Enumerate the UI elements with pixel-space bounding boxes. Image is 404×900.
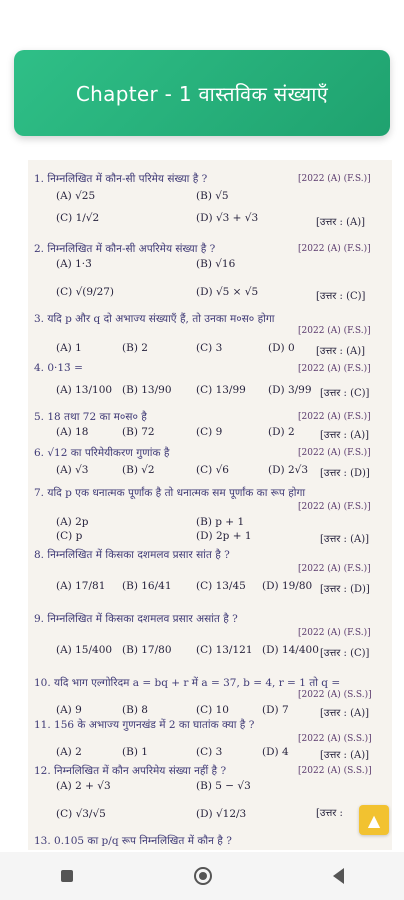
q11-option-c: (C) 3 xyxy=(196,746,223,758)
q11-option-d: (D) 4 xyxy=(262,746,289,758)
question-6-tag: [2022 (A) (F.S.)] xyxy=(298,448,371,458)
q3-option-a: (A) 1 xyxy=(56,342,82,354)
question-3-tag: [2022 (A) (F.S.)] xyxy=(298,326,371,336)
q2-option-d: (D) √5 × √5 xyxy=(196,286,259,298)
q3-option-c: (C) 3 xyxy=(196,342,223,354)
q12-option-c: (C) √3/√5 xyxy=(56,808,106,820)
status-bar-area xyxy=(0,0,404,40)
q6-answer: [उत्तर : (D)] xyxy=(320,468,370,479)
q2-answer: [उत्तर : (C)] xyxy=(316,291,366,302)
q12-answer: [उत्तर : xyxy=(316,808,343,819)
q9-option-b: (B) 17/80 xyxy=(122,644,172,656)
question-9: 9. निम्नलिखित में किसका दशमलव प्रसार असांत है ? xyxy=(34,613,238,625)
question-2: 2. निम्नलिखित में कौन-सी अपरिमेय संख्या है ? xyxy=(34,243,216,255)
question-3: 3. यदि p और q दो अभाज्य संख्याएँ हैं, तो उनका म०स० होगा xyxy=(34,313,275,325)
q2-option-a: (A) 1·3̄ xyxy=(56,258,92,270)
home-icon[interactable] xyxy=(194,867,212,885)
q9-answer: [उत्तर : (C)] xyxy=(320,648,370,659)
question-6: 6. √12 का परिमेयीकरण गुणांक है xyxy=(34,447,170,459)
q5-option-a: (A) 18 xyxy=(56,426,89,438)
q3-answer: [उत्तर : (A)] xyxy=(316,346,366,357)
q8-option-a: (A) 17/81 xyxy=(56,580,106,592)
question-12: 12. निम्नलिखित में कौन अपरिमेय संख्या नहीं है ? xyxy=(34,765,227,777)
question-1: 1. निम्नलिखित में कौन-सी परिमेय संख्या है ? xyxy=(34,173,208,185)
q11-answer: [उत्तर : (A)] xyxy=(320,750,370,761)
q1-answer: [उत्तर : (A)] xyxy=(316,217,366,228)
q8-answer: [उत्तर : (D)] xyxy=(320,584,370,595)
q7-option-b: (B) p + 1 xyxy=(196,516,245,528)
q4-option-a: (A) 13/100 xyxy=(56,384,113,396)
q11-option-a: (A) 2 xyxy=(56,746,82,758)
question-13: 13. 0.105 का p/q रूप निम्नलिखित में कौन है ? xyxy=(34,835,232,847)
chevron-up-icon: ▲ xyxy=(367,810,381,830)
question-9-tag: [2022 (A) (F.S.)] xyxy=(298,628,371,638)
question-11-tag: [2022 (A) (S.S.)] xyxy=(298,734,372,744)
q9-option-c: (C) 13/121 xyxy=(196,644,253,656)
q5-option-c: (C) 9 xyxy=(196,426,223,438)
question-1-tag: [2022 (A) (F.S.)] xyxy=(298,174,371,184)
q7-option-d: (D) 2p + 1 xyxy=(196,530,252,542)
q3-option-b: (B) 2 xyxy=(122,342,148,354)
q5-option-d: (D) 2 xyxy=(268,426,295,438)
q9-option-d: (D) 14/400 xyxy=(262,644,319,656)
q9-option-a: (A) 15/400 xyxy=(56,644,113,656)
question-4: 4. 0·13̄ = xyxy=(34,362,83,374)
chapter-title: Chapter - 1 वास्तविक संख्याएँ xyxy=(75,81,329,106)
q10-option-d: (D) 7 xyxy=(262,704,289,716)
question-7: 7. यदि p एक धनात्मक पूर्णांक है तो धनात्मक सम पूर्णांक का रूप होगा xyxy=(34,487,306,499)
q4-option-b: (B) 13/90 xyxy=(122,384,172,396)
q12-option-a: (A) 2 + √3 xyxy=(56,780,111,792)
question-11: 11. 156 के अभाज्य गुणनखंड में 2 का घातांक क्या है ? xyxy=(34,719,255,731)
q5-answer: [उत्तर : (A)] xyxy=(320,430,370,441)
q1-option-c: (C) 1/√2 xyxy=(56,212,100,224)
q1-option-b: (B) √5 xyxy=(196,190,229,202)
q3-option-d: (D) 0 xyxy=(268,342,295,354)
q8-option-d: (D) 19/80 xyxy=(262,580,313,592)
question-8-tag: [2022 (A) (F.S.)] xyxy=(298,564,371,574)
q4-option-d: (D) 3/99 xyxy=(268,384,312,396)
q1-option-d: (D) √3 + √3 xyxy=(196,212,259,224)
q7-option-c: (C) p xyxy=(56,530,83,542)
question-10: 10. यदि भाग एल्गोरिदम a = bq + r में a = 37, b = 4, r = 1 तो q = xyxy=(34,677,341,689)
q2-option-b: (B) √16 xyxy=(196,258,236,270)
q10-option-c: (C) 10 xyxy=(196,704,229,716)
q10-option-a: (A) 9 xyxy=(56,704,82,716)
q10-option-b: (B) 8 xyxy=(122,704,148,716)
q11-option-b: (B) 1 xyxy=(122,746,148,758)
q12-option-d: (D) √12/3 xyxy=(196,808,247,820)
question-12-tag: [2022 (A) (S.S.)] xyxy=(298,766,372,776)
q6-option-a: (A) √3 xyxy=(56,464,89,476)
q8-option-c: (C) 13/45 xyxy=(196,580,246,592)
q4-answer: [उत्तर : (C)] xyxy=(320,388,370,399)
question-7-tag: [2022 (A) (F.S.)] xyxy=(298,502,371,512)
q5-option-b: (B) 72 xyxy=(122,426,155,438)
q12-option-b: (B) 5 − √3 xyxy=(196,780,251,792)
q7-option-a: (A) 2p xyxy=(56,516,89,528)
q8-option-b: (B) 16/41 xyxy=(122,580,172,592)
question-4-tag: [2022 (A) (F.S.)] xyxy=(298,364,371,374)
question-5: 5. 18 तथा 72 का म०स० है xyxy=(34,411,147,423)
q6-option-c: (C) √6 xyxy=(196,464,229,476)
q6-option-b: (B) √2 xyxy=(122,464,155,476)
q4-option-c: (C) 13/99 xyxy=(196,384,246,396)
question-2-tag: [2022 (A) (F.S.)] xyxy=(298,244,371,254)
scroll-to-top-button[interactable] xyxy=(359,805,389,835)
question-8: 8. निम्नलिखित में किसका दशमलव प्रसार सांत है ? xyxy=(34,549,230,561)
q6-option-d: (D) 2√3 xyxy=(268,464,309,476)
q1-option-a: (A) √25 xyxy=(56,190,96,202)
chapter-header-card xyxy=(14,50,390,136)
question-5-tag: [2022 (A) (F.S.)] xyxy=(298,412,371,422)
q10-answer: [उत्तर : (A)] xyxy=(320,708,370,719)
q2-option-c: (C) √(9/27) xyxy=(56,286,115,298)
back-icon[interactable] xyxy=(333,868,344,884)
question-10-tag: [2022 (A) (S.S.)] xyxy=(298,690,372,700)
system-navigation-bar xyxy=(0,852,404,900)
recent-apps-icon[interactable] xyxy=(61,870,73,882)
q7-answer: [उत्तर : (A)] xyxy=(320,534,370,545)
